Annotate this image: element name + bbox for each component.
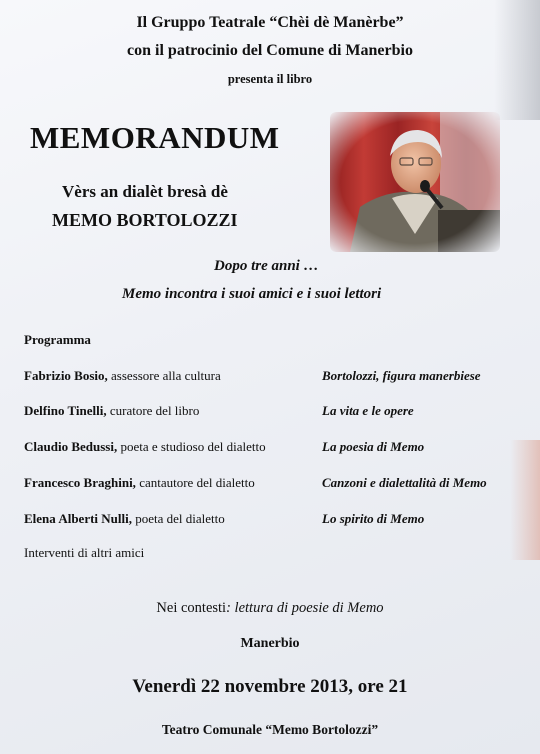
program-row-speaker bbox=[24, 475, 255, 491]
book-subtitle: Vèrs an dialèt bresà dè bbox=[62, 182, 228, 201]
speaker-name: Claudio Bedussi, bbox=[24, 439, 118, 454]
speaker-name: Fabrizio Bosio, bbox=[24, 368, 108, 383]
program-row-topic: La vita e le opere bbox=[322, 403, 414, 418]
program-row-speaker bbox=[24, 439, 266, 455]
speaker-role: poeta e studioso del dialetto bbox=[117, 439, 266, 454]
book-title: MEMORANDUM bbox=[30, 120, 280, 155]
program-row-topic: Lo spirito di Memo bbox=[322, 511, 425, 526]
program-row-speaker bbox=[24, 403, 199, 419]
author-portrait bbox=[330, 112, 500, 252]
speaker-name: Francesco Braghini, bbox=[24, 475, 136, 490]
speaker-role: poeta del dialetto bbox=[131, 511, 225, 526]
author-portrait-icon bbox=[330, 112, 500, 252]
speaker-role: curatore del libro bbox=[106, 403, 200, 418]
program-row-topic: Canzoni e dialettalità di Memo bbox=[322, 475, 487, 490]
program-heading: Programma bbox=[24, 332, 91, 347]
program-row-topic: Bortolozzi, figura manerbiese bbox=[322, 368, 481, 383]
context-line bbox=[0, 600, 540, 617]
context-label: Nei contesti bbox=[156, 600, 227, 616]
presents-line: presenta il libro bbox=[227, 72, 313, 86]
side-red-strip bbox=[510, 440, 540, 560]
book-author: MEMO BORTOLOZZI bbox=[52, 210, 238, 230]
tagline-line1: Dopo tre anni … bbox=[214, 258, 319, 274]
organizer-line: Il Gruppo Teatrale “Chèi dè Manèrbe” bbox=[136, 14, 404, 31]
program-row-speaker bbox=[24, 511, 225, 527]
event-venue: Teatro Comunale “Memo Bortolozzi” bbox=[161, 722, 379, 737]
context-text: : lettura di poesie di Memo bbox=[226, 600, 384, 616]
speaker-role: assessore alla cultura bbox=[107, 368, 221, 383]
program-row-topic: La poesia di Memo bbox=[322, 439, 425, 454]
speaker-role: cantautore del dialetto bbox=[135, 475, 255, 490]
program-extra: Interventi di altri amici bbox=[24, 545, 145, 560]
event-date: Venerdì 22 novembre 2013, ore 21 bbox=[132, 676, 408, 697]
program-row-speaker bbox=[24, 368, 221, 384]
speaker-name: Delfino Tinelli, bbox=[24, 403, 107, 418]
event-city: Manerbio bbox=[240, 636, 300, 651]
patronage-line: con il patrocinio del Comune di Manerbio bbox=[127, 42, 413, 59]
tagline-line2: Memo incontra i suoi amici e i suoi lettori bbox=[122, 286, 382, 302]
speaker-name: Elena Alberti Nulli, bbox=[24, 511, 132, 526]
